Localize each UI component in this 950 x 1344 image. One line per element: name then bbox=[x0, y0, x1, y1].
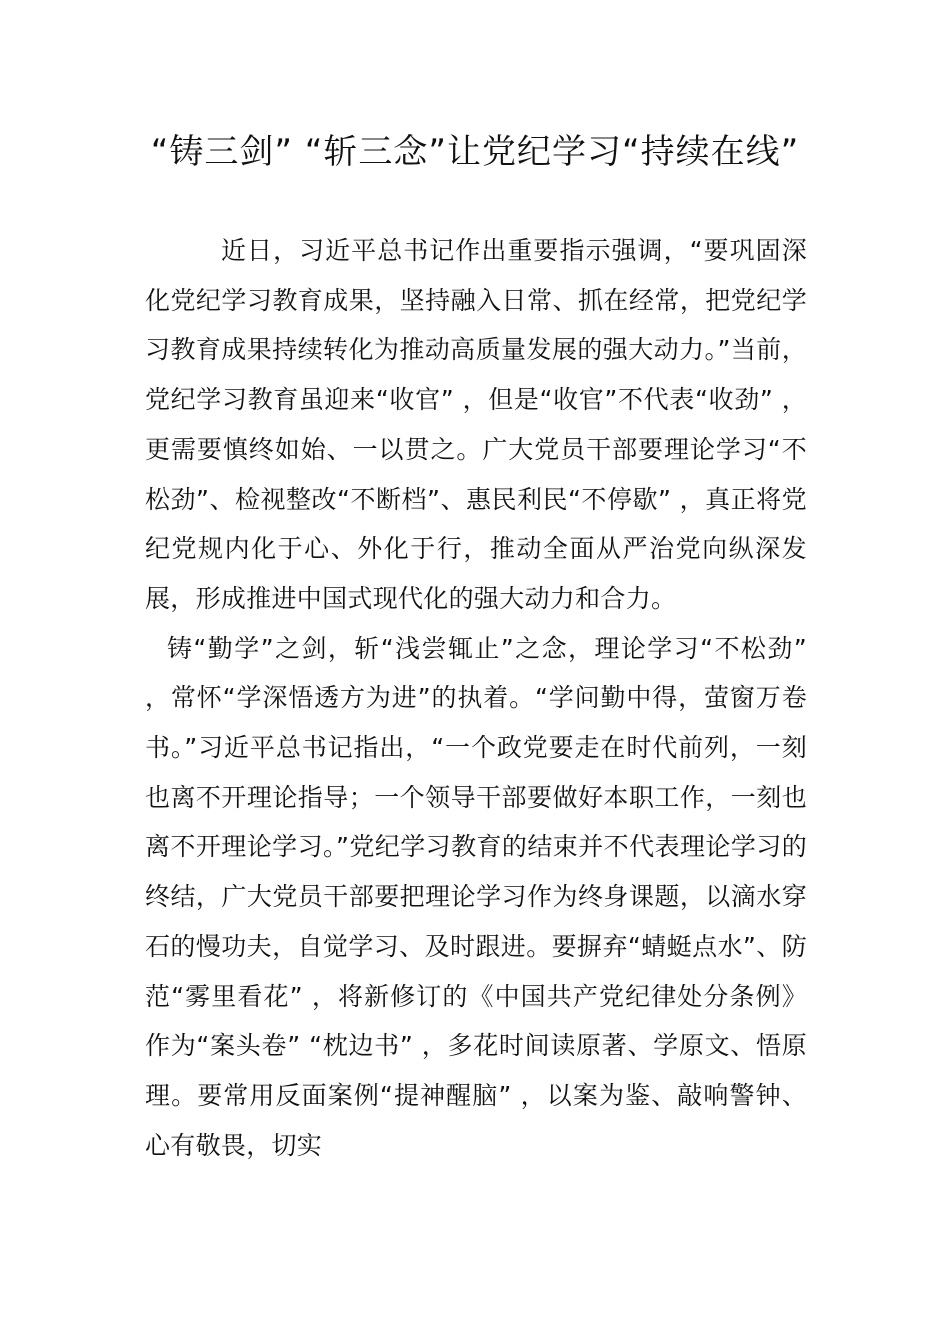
paragraph-intro: 近日，习近平总书记作出重要指示强调，“要巩固深化党纪学习教育成果，坚持融入日常、抓在经常，把党纪学习教育成果持续转化为推动高质量发展的强大动力。”当前，党纪学习教育虽迎来“收官” ，但是“收官”不代表“收劲” ，更需要慎终如始、一以贯之。广大党员干部要理论学习“不松劲”、检视整改“不断档”、惠民利民“不停歇” ，真正将党纪党规内化于心、外化于行，推动全面从严治党向纵深发展，形成推进中国式现代化的强大动力和合力。 bbox=[145, 236, 807, 613]
document-title: “铸三剑” “斩三念”让党纪学习“持续在线” bbox=[150, 132, 800, 172]
paragraph-theory-study: 铸“勤学”之剑，斩“浅尝辄止”之念，理论学习“不松劲” ，常怀“学深悟透方为进”的执着。“学问勤中得，萤窗万卷书。”习近平总书记指出，“一个政党要走在时代前列，一刻也离不开理论指导；一个领导干部要做好本职工作，一刻也离不开理论学习。”党纪学习教育的结束并不代表理论学习的终结，广大党员干部要把理论学习作为终身课题，以滴水穿石的慢功夫，自觉学习、及时跟进。要摒弃“蜻蜓点水”、防范“雾里看花” ，将新修订的《中国共产党纪律处分条例》作为“案头卷” “枕边书” ，多花时间读原著、学原文、悟原理。要常用反面案例“提神醒脑” ，以案为鉴、敲响警钟、心有敬畏，切实 bbox=[145, 633, 807, 1160]
document-body bbox=[145, 226, 807, 1170]
